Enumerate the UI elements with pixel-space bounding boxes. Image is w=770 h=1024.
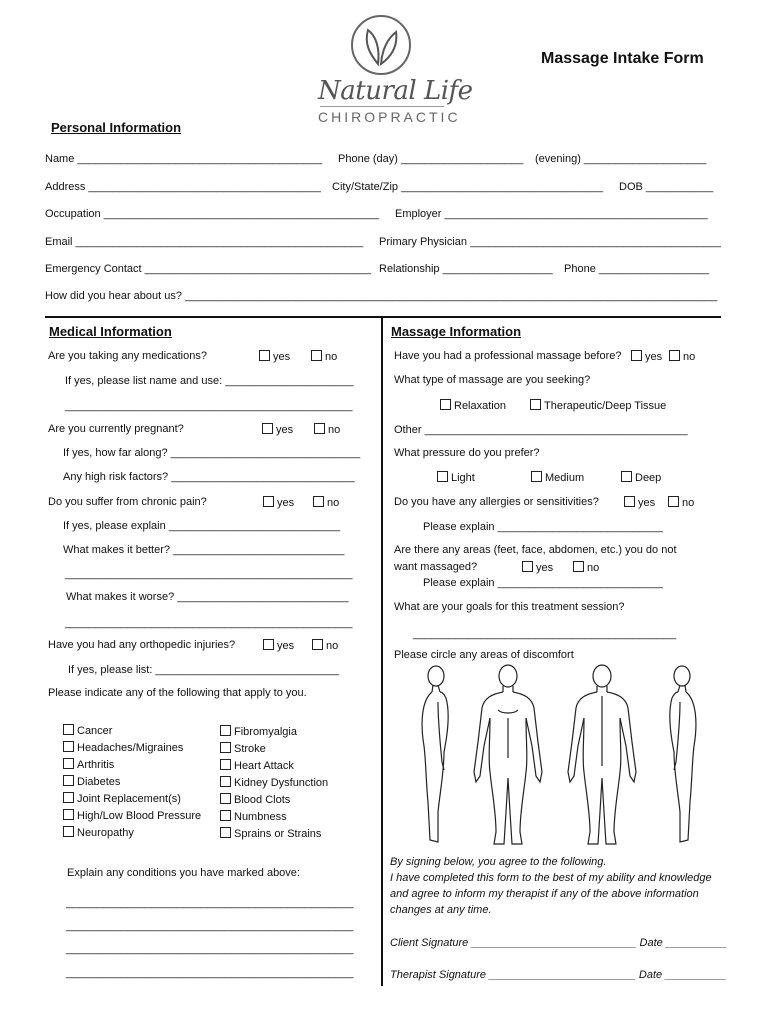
form-title: Massage Intake Form: [541, 50, 704, 67]
condition-item[interactable]: Blood Clots: [220, 793, 328, 810]
pressure-medium[interactable]: Medium: [531, 471, 584, 484]
allergies-yes[interactable]: yes: [624, 496, 655, 509]
consent-line-3: changes at any time.: [390, 904, 492, 916]
hear-about-field[interactable]: How did you hear about us? _______________________________________________________________________________________: [45, 290, 718, 302]
name-field[interactable]: Name ________________________________________: [45, 153, 323, 165]
checkbox-icon: [440, 399, 451, 410]
checkbox-icon: [220, 759, 231, 770]
pregnant-no[interactable]: no: [314, 423, 340, 436]
makes-worse-field[interactable]: What makes it worse? ____________________________: [66, 591, 349, 603]
allergies-explain-field[interactable]: Please explain ___________________________: [423, 521, 663, 533]
body-side-right-icon: [670, 666, 696, 842]
checkbox-icon: [313, 496, 324, 507]
checkbox-icon: [631, 350, 642, 361]
discomfort-instruction: Please circle any areas of discomfort: [394, 649, 574, 661]
goals-question: What are your goals for this treatment session?: [394, 601, 625, 613]
emergency-phone-field[interactable]: Phone __________________: [564, 263, 709, 275]
condition-item[interactable]: Headaches/Migraines: [63, 741, 201, 758]
condition-item[interactable]: Neuropathy: [63, 826, 201, 843]
consent-line-2: and agree to inform my therapist if any of the above information: [390, 888, 699, 900]
checkbox-icon: [220, 725, 231, 736]
checkbox-icon: [624, 496, 635, 507]
chronic-explain-field[interactable]: If yes, please explain ____________________________: [63, 520, 341, 532]
other-massage-field[interactable]: Other ___________________________________________: [394, 424, 688, 436]
makes-worse-line[interactable]: _______________________________________________: [65, 617, 353, 629]
pressure-question: What pressure do you prefer?: [394, 447, 540, 459]
checkbox-icon: [530, 399, 541, 410]
condition-item[interactable]: High/Low Blood Pressure: [63, 809, 201, 826]
condition-item[interactable]: Sprains or Strains: [220, 827, 328, 844]
occupation-field[interactable]: Occupation _____________________________________________: [45, 208, 379, 220]
massage-type-question: What type of massage are you seeking?: [394, 374, 591, 386]
checkbox-icon: [669, 350, 680, 361]
checkbox-icon: [314, 423, 325, 434]
areas-yes[interactable]: yes: [522, 561, 553, 574]
logo-name: Natural Life: [318, 76, 473, 106]
explain-conditions-label: Explain any conditions you have marked above:: [67, 867, 300, 879]
conditions-left-list: [63, 724, 201, 843]
logo-divider: [320, 106, 444, 107]
high-risk-field[interactable]: Any high risk factors? ______________________________: [63, 471, 355, 483]
orthopedic-list-field[interactable]: If yes, please list: ______________________________: [68, 664, 339, 676]
medications-list-field[interactable]: If yes, please list name and use: _____________________: [65, 375, 354, 387]
checkbox-icon: [63, 826, 74, 837]
body-side-left-icon: [422, 666, 448, 842]
condition-item[interactable]: Kidney Dysfunction: [220, 776, 328, 793]
phone-evening-field[interactable]: (evening) ____________________: [535, 153, 707, 165]
areas-explain-field[interactable]: Please explain ___________________________: [423, 577, 663, 589]
chronic-pain-no[interactable]: no: [313, 496, 339, 509]
medications-question: Are you taking any medications?: [48, 350, 207, 362]
consent-line-1: I have completed this form to the best of my ability and knowledge: [390, 872, 712, 884]
areas-question-cont: want massaged?: [394, 561, 478, 573]
checkbox-icon: [522, 561, 533, 572]
makes-better-field[interactable]: What makes it better? ____________________________: [63, 544, 345, 556]
orthopedic-yes[interactable]: yes: [263, 639, 294, 652]
section-divider: [45, 316, 721, 318]
phone-day-field[interactable]: Phone (day) ____________________: [338, 153, 524, 165]
city-state-zip-field[interactable]: City/State/Zip _________________________________: [332, 181, 603, 193]
checkbox-icon: [263, 639, 274, 650]
condition-item[interactable]: Arthritis: [63, 758, 201, 775]
therapist-signature-field[interactable]: Therapist Signature ________________________ Date __________: [390, 969, 727, 981]
indicate-instruction: Please indicate any of the following that apply to you.: [48, 687, 307, 699]
checkbox-icon: [63, 775, 74, 786]
checkbox-icon: [220, 810, 231, 821]
explain-conditions-line[interactable]: _______________________________________________: [66, 920, 354, 932]
condition-item[interactable]: Stroke: [220, 742, 328, 759]
body-front-icon: [474, 665, 542, 844]
checkbox-icon: [311, 350, 322, 361]
checkbox-icon: [262, 423, 273, 434]
condition-item[interactable]: Diabetes: [63, 775, 201, 792]
logo-leaf-icon: [350, 14, 412, 76]
body-diagram-icon[interactable]: [404, 662, 736, 854]
massage-info-heading: Massage Information: [391, 324, 522, 339]
checkbox-icon: [220, 776, 231, 787]
checkbox-icon: [220, 742, 231, 753]
checkbox-icon: [312, 639, 323, 650]
medications-line[interactable]: _______________________________________________: [65, 400, 353, 412]
checkbox-icon: [531, 471, 542, 482]
medications-no[interactable]: no: [311, 350, 337, 363]
allergies-no[interactable]: no: [668, 496, 694, 509]
chronic-pain-question: Do you suffer from chronic pain?: [48, 496, 207, 508]
client-signature-field[interactable]: Client Signature ___________________________ Date __________: [390, 937, 728, 949]
orthopedic-no[interactable]: no: [312, 639, 338, 652]
checkbox-icon: [259, 350, 270, 361]
areas-no[interactable]: no: [573, 561, 599, 574]
relaxation-option[interactable]: Relaxation: [440, 399, 506, 412]
checkbox-icon: [63, 809, 74, 820]
pressure-deep[interactable]: Deep: [621, 471, 661, 484]
personal-info-heading: Personal Information: [51, 120, 182, 135]
areas-question: Are there any areas (feet, face, abdomen, etc.) you do not: [394, 544, 677, 556]
condition-item[interactable]: Joint Replacement(s): [63, 792, 201, 809]
logo-subtitle: CHIROPRACTIC: [318, 109, 461, 125]
professional-no[interactable]: no: [669, 350, 695, 363]
professional-yes[interactable]: yes: [631, 350, 662, 363]
relationship-field[interactable]: Relationship __________________: [379, 263, 553, 275]
condition-item[interactable]: Fibromyalgia: [220, 725, 328, 742]
checkbox-icon: [263, 496, 274, 507]
checkbox-icon: [437, 471, 448, 482]
makes-better-line[interactable]: _______________________________________________: [65, 568, 353, 580]
checkbox-icon: [573, 561, 584, 572]
checkbox-icon: [220, 793, 231, 804]
explain-conditions-line[interactable]: _______________________________________________: [66, 943, 354, 955]
checkbox-icon: [668, 496, 679, 507]
checkbox-icon: [63, 741, 74, 752]
how-far-field[interactable]: If yes, how far along? _______________________________: [63, 447, 361, 459]
condition-item[interactable]: Heart Attack: [220, 759, 328, 776]
checkbox-icon: [220, 827, 231, 838]
pregnant-question: Are you currently pregnant?: [48, 423, 184, 435]
pressure-light[interactable]: Light: [437, 471, 475, 484]
email-field[interactable]: Email _______________________________________________: [45, 236, 364, 248]
chronic-pain-yes[interactable]: yes: [263, 496, 294, 509]
explain-conditions-line[interactable]: _______________________________________________: [66, 897, 354, 909]
therapeutic-option[interactable]: Therapeutic/Deep Tissue: [530, 399, 666, 412]
medical-info-heading: Medical Information: [49, 324, 172, 339]
checkbox-icon: [621, 471, 632, 482]
pregnant-yes[interactable]: yes: [262, 423, 293, 436]
emergency-contact-field[interactable]: Emergency Contact _____________________________________: [45, 263, 372, 275]
checkbox-icon: [63, 758, 74, 769]
condition-item[interactable]: Numbness: [220, 810, 328, 827]
goals-line[interactable]: ___________________________________________: [413, 628, 677, 640]
physician-field[interactable]: Primary Physician _________________________________________: [379, 236, 721, 248]
address-field[interactable]: Address ______________________________________: [45, 181, 321, 193]
medications-yes[interactable]: yes: [259, 350, 290, 363]
conditions-right-list: [220, 725, 328, 844]
professional-massage-question: Have you had a professional massage before?: [394, 350, 622, 362]
employer-field[interactable]: Employer ___________________________________________: [395, 208, 708, 220]
orthopedic-question: Have you had any orthopedic injuries?: [48, 639, 236, 651]
checkbox-icon: [63, 792, 74, 803]
allergies-question: Do you have any allergies or sensitivities?: [394, 496, 599, 508]
dob-field[interactable]: DOB ___________: [619, 181, 714, 193]
condition-item[interactable]: Cancer: [63, 724, 201, 741]
consent-intro: By signing below, you agree to the following.: [390, 856, 607, 868]
checkbox-icon: [63, 724, 74, 735]
column-divider: [381, 318, 383, 986]
body-back-icon: [568, 665, 636, 844]
explain-conditions-line[interactable]: _______________________________________________: [66, 967, 354, 979]
